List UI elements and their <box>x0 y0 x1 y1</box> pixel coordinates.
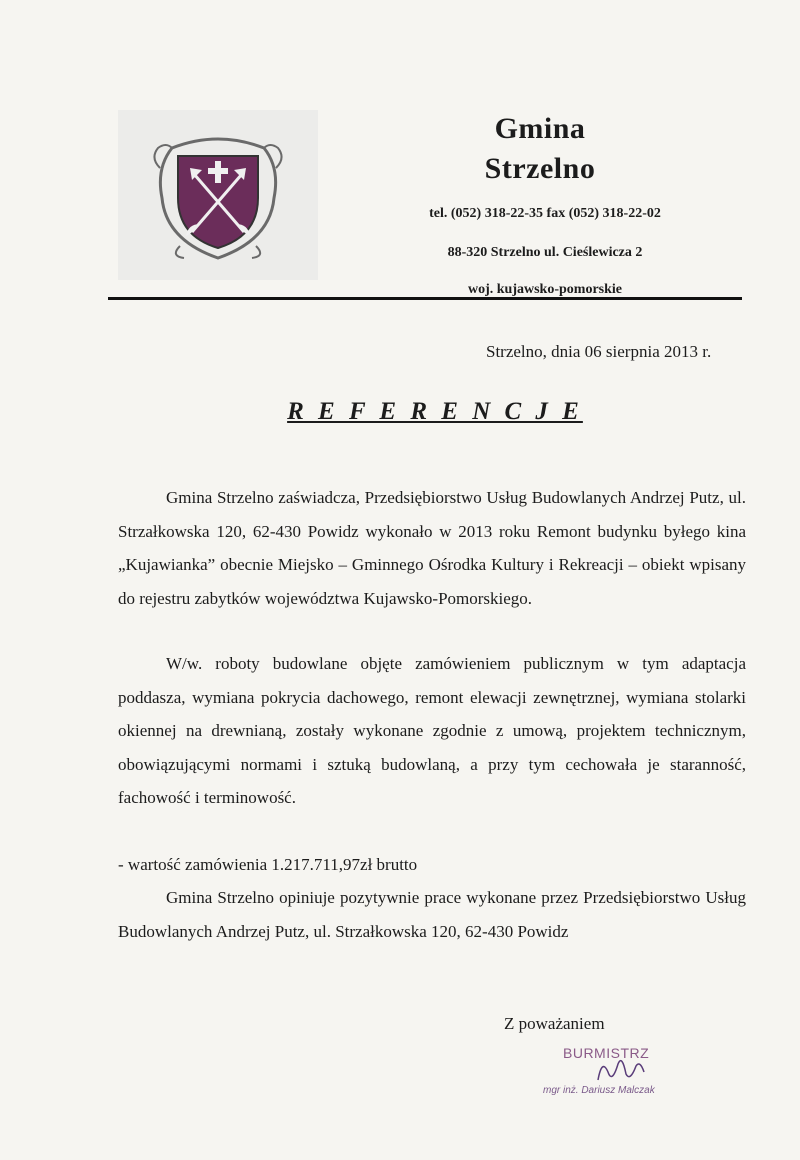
contact-address: 88-320 Strzelno ul. Cieślewicza 2 <box>447 245 643 260</box>
municipality-name-line2: Strzelno <box>484 152 596 185</box>
contact-phone: tel. (052) 318-22-35 fax (052) 318-22-02 <box>429 206 661 221</box>
coat-of-arms-icon <box>150 128 286 264</box>
letter-date: Strzelno, dnia 06 sierpnia 2013 r. <box>486 342 712 361</box>
order-value-text: - wartość zamówienia 1.217.711,97zł brutto <box>118 855 418 874</box>
body-paragraph-3 <box>118 881 746 948</box>
signature-stamp-name: mgr inż. Dariusz Malczak <box>543 1085 655 1096</box>
handwritten-signature-icon <box>590 1050 650 1090</box>
paragraph-text: Gmina Strzelno zaświadcza, Przedsiębiorstwo Usług Budowlanych Andrzej Putz, ul. Strzałkowska 120, 62-430 Powidz wykonało w 2013 roku Remont budynku byłego kina „Kujawianka” obecnie Miejsko – Gminnego Ośrodka Kultury i Rekreacji – obiekt wpisany do rejestru zabytków województwa Kujawsko-Pomorskiego. <box>118 488 746 608</box>
document-title: R E F E R E N C J E <box>287 398 583 425</box>
signature-stamp-title: BURMISTRZ <box>563 1045 650 1061</box>
municipality-name-line1: Gmina <box>494 112 586 145</box>
header-divider <box>108 297 742 300</box>
body-paragraph-2 <box>118 647 746 815</box>
contact-region: woj. kujawsko-pomorskie <box>467 282 622 297</box>
paragraph-text: Gmina Strzelno opiniuje pozytywnie prace wykonane przez Przedsiębiorstwo Usług Budowlanych Andrzej Putz, ul. Strzałkowska 120, 62-430 Powidz <box>118 888 746 941</box>
closing-salutation: Z poważaniem <box>504 1014 605 1033</box>
paragraph-text: W/w. roboty budowlane objęte zamówieniem publicznym w tym adaptacja poddasza, wymiana pokrycia dachowego, remont elewacji zewnętrznej, wymiana stolarki okiennej na drewnianą, zostały wykonane zgodnie z umową, projektem technicznym, obowiązującymi normami i sztuką budowlaną, a przy tym cechowała je staranność, fachowość i terminowość. <box>118 654 746 807</box>
order-value <box>118 848 746 882</box>
body-paragraph-1 <box>118 481 746 615</box>
